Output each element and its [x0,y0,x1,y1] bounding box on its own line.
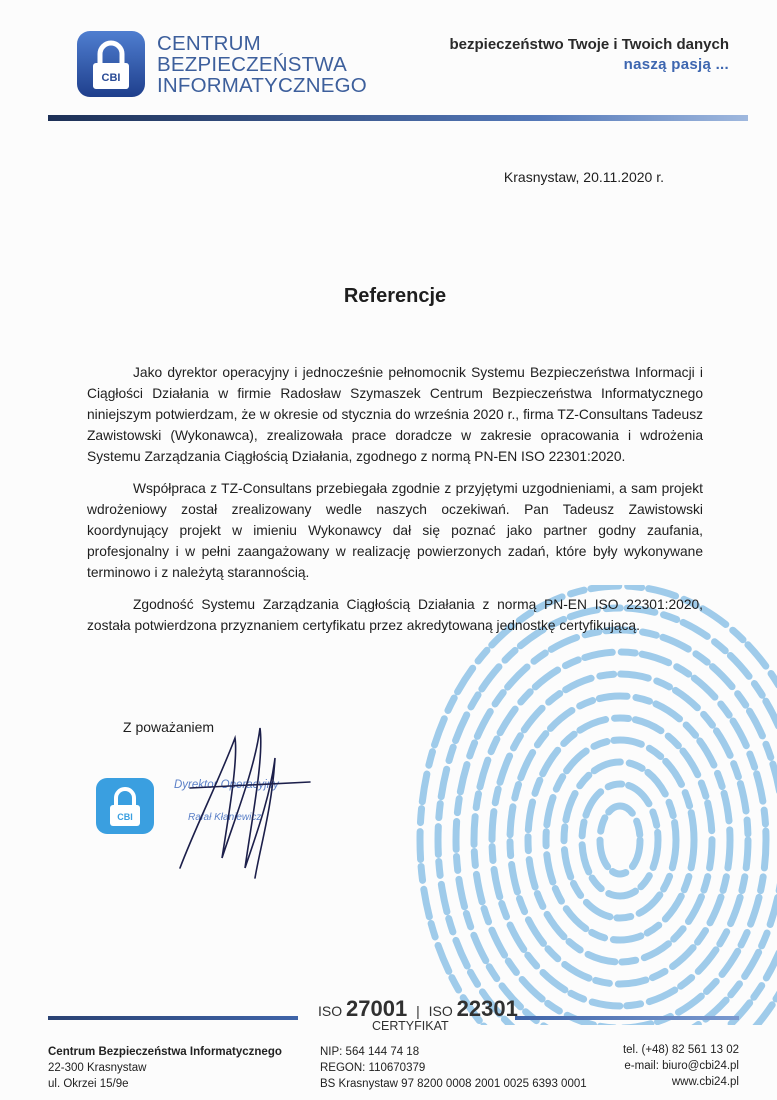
org-name [157,33,367,96]
iso-separator: | [416,1003,420,1019]
tagline-primary: bezpieczeństwo Twoje i Twoich danych [449,36,729,53]
stamp-logo-text: CBI [117,812,133,822]
stamp-lock-icon [95,777,155,835]
nip-number: NIP: 564 144 74 18 [320,1046,420,1058]
logo-text: CBI [101,72,121,84]
document-title: Referencje [343,285,447,307]
iso-prefix: ISO [318,1003,343,1019]
letter-paragraph: Współpraca z TZ-Consultans przebiegała zgodnie z przyjętymi uzgodnieniami, a sam projekt wdrożeniowy został zrealizowany wedle naszych oczekiwań. Pan Tadeusz Zawistowski koordynujący projekt w imieniu Wykonawcy dał się poznać jako partner godny zaufania, profesjonalny i w pełni zaangażowany w realizację powierzonych zadań, które były wykonywane terminowo i z należytą starannością. [87,481,703,580]
contact-email[interactable]: e-mail: biuro@cbi24.pl [624,1060,739,1072]
letter-paragraph: Jako dyrektor operacyjny i jednocześnie pełnomocnik Systemu Bezpieczeństwa Informacji i Ciągłości Działania w firmie Radosław Szymaszek Centrum Bezpieczeństwa Informatycznego niniejszym potwierdzam, że w okresie od stycznia do września 2020 r., firma TZ-Consultans Tadeusz Zawistowski (Wykonawca), zrealizowała prace doradcze w zakresie opracowania i wdrożenia Systemu Zarządzania Ciągłością Działania, zgodnego z normą PN-EN ISO 22301:2020. [87,365,703,464]
footer-registry [320,1044,587,1092]
footer-contact [623,1042,739,1090]
certificate-label: CERTYFIKAT [372,1019,449,1033]
iso-prefix: ISO [428,1003,453,1019]
iso-number: 22301 [456,996,518,1021]
iso-number: 27001 [346,996,408,1021]
stamp-name: Rafał Kłaniewicz [188,812,262,823]
footer-divider-left [48,1016,298,1020]
tagline-secondary: naszą pasją ... [623,56,729,73]
header-divider [48,115,748,121]
cbi-logo-icon [76,30,146,98]
bank-account: BS Krasnystaw 97 8200 0008 2001 0025 6393 0001 [320,1078,587,1090]
company-street: ul. Okrzei 15/9e [48,1078,129,1090]
stamp-role: Dyrektor Operacyjny [174,779,279,791]
company-postal: 22-300 Krasnystaw [48,1062,147,1074]
contact-phone[interactable]: tel. (+48) 82 561 13 02 [622,1044,739,1056]
place-and-date: Krasnystaw, 20.11.2020 r. [503,169,664,185]
regon-number: REGON: 110670379 [320,1062,426,1074]
fingerprint-watermark-icon [405,585,777,1025]
org-name-line: BEZPIECZEŃSTWA [157,53,347,76]
handwritten-signature-icon [160,718,320,888]
letter-body [87,362,703,647]
footer-company [48,1044,282,1092]
org-name-line: CENTRUM [157,32,261,55]
closing-phrase: Z poważaniem [123,719,215,735]
contact-website[interactable]: www.cbi24.pl [671,1076,739,1088]
footer-divider-right [515,1016,739,1020]
org-name-line: INFORMATYCZNEGO [157,74,367,97]
letter-paragraph: Zgodność Systemu Zarządzania Ciągłością Działania z normą PN-EN ISO 22301:2020, została potwierdzona przyznaniem certyfikatu przez akredytowaną jednostkę certyfikującą. [87,597,703,633]
company-name: Centrum Bezpieczeństwa Informatycznego [48,1046,282,1058]
